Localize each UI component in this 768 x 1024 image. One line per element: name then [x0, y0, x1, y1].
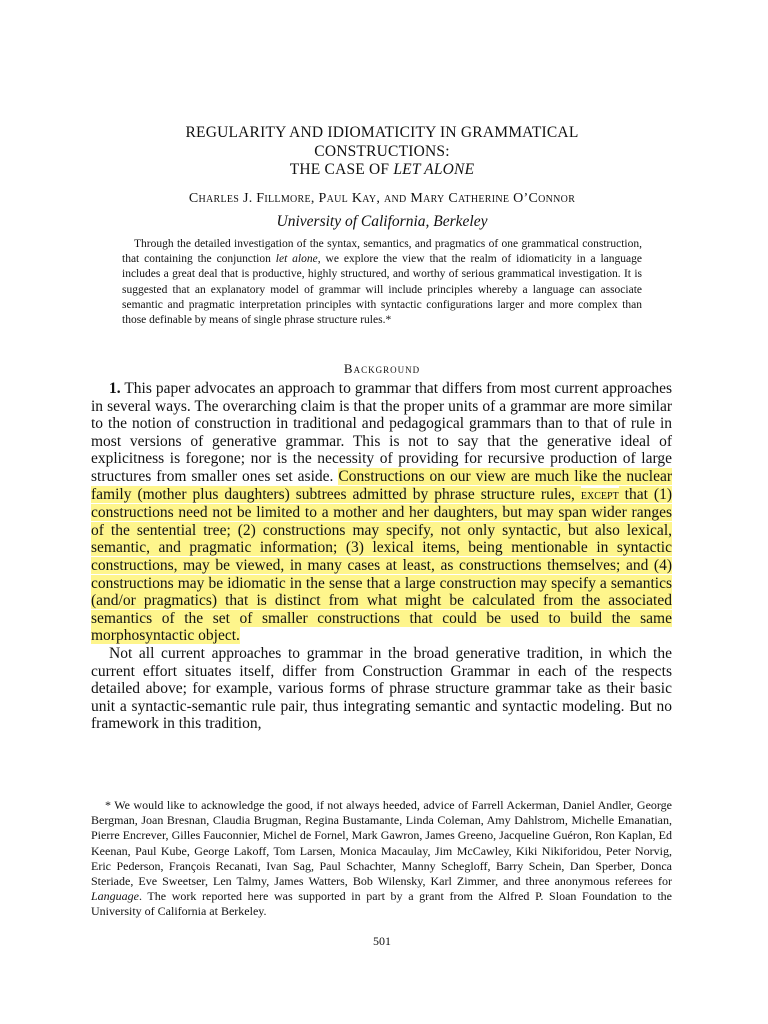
title-line-3-italic: LET ALONE — [393, 161, 475, 178]
title-line-2: CONSTRUCTIONS: — [314, 142, 450, 160]
paper-title — [90, 124, 674, 180]
section-heading: Background — [343, 361, 421, 376]
body-text — [91, 380, 672, 733]
affiliation: University of California, Berkeley — [276, 213, 488, 230]
footnote-part-2: . The work reported here was supported in part by a grant from the Alfred P. Sloan Foundation to the University of California at Berkeley. — [91, 889, 672, 919]
abstract-part-1: Through the detailed investigation of the syntax, semantics, and pragmatics of one grammatical construction, that containing the conjunction — [122, 238, 642, 266]
title-line-3 — [90, 161, 674, 180]
title-line-3-prefix: THE CASE OF — [289, 161, 394, 178]
paragraph-1 — [91, 380, 672, 645]
highlighted-except: except — [580, 487, 619, 503]
title-line-1: REGULARITY AND IDIOMATICITY IN GRAMMATICAL — [185, 124, 579, 141]
highlighted-text-a: Constructions on our view are much like the nuclear family (mother plus daughters) subtrees admitted by phrase structure rules, — [91, 467, 672, 503]
page-number: 501 — [373, 934, 391, 948]
abstract — [122, 237, 642, 328]
abstract-part-2: , we explore the view that the realm of idiomaticity in a language includes a great deal that is productive, highly structured, and worthy of serious grammatical investigation. It is suggested that an explanatory model of grammar will include principles whereby a language can associate semantic and pragmatic interpretation principles with syntactic configurations larger and more complex than those definable by means of single phrase structure rules.* — [122, 253, 642, 327]
paragraph-1-text: This paper advocates an approach to grammar that differs from most current approaches in several ways. The overarching claim is that the proper units of a grammar are more similar to the notion of construction in traditional and pedagogical grammars than to that of rule in most versions of generative grammar. This is not to say that the generative ideal of explicitness is foregone; nor is the necessity of providing for recursive production of large structures from smaller ones set aside. — [91, 380, 672, 485]
footnote — [91, 798, 672, 920]
footnote-part-1: * We would like to acknowledge the good, if not always heeded, advice of Farrell Ackerman, Daniel Andler, George Bergman, Joan Bresnan, Claudia Brugman, Regina Bustamante, Linda Coleman, Amy Dahlstrom, Michelle Emanatian, Pierre Encrever, Gilles Fauconnier, Michel de Fornel, Mark Gawron, James Greeno, Jacqueline Guéron, Ron Kaplan, Ed Keenan, Paul Kube, George Lakoff, Tom Larsen, Monica Macaulay, Jim McCawley, Kiki Nikiforidou, Peter Norvig, Eric Pederson, François Recanati, Ivan Sag, Paul Schachter, Manny Schegloff, Barry Schein, Dan Sperber, Donca Steriade, Eve Sweetser, Len Talmy, James Watters, Bob Wilensky, Karl Zimmer, and three anonymous referees for — [91, 798, 672, 889]
paragraph-2: Not all current approaches to grammar in the broad generative tradition, in which the current effort situates itself, differ from Construction Grammar in each of the respects detailed above; for example, various forms of phrase structure grammar take as their basic unit a syntactic-semantic rule pair, thus integrating semantic and syntactic modeling. But no framework in this tradition, — [91, 644, 672, 733]
author-list: Charles J. Fillmore, Paul Kay, and Mary Catherine O’Connor — [188, 191, 576, 206]
highlighted-text-b: that (1) constructions need not be limited to a mother and her daughters, but may span wider ranges of the sentential tree; (2) constructions may specify, not only syntactic, but also lexical, semantic, and pragmatic information; (3) lexical items, being mentionable in syntactic constructions, may be viewed, in many cases at least, as constructions themselves; and (4) constructions may be idiomatic in the sense that a large construction may specify a semantics (and/or pragmatics) that is distinct from what might be calculated from the associated semantics of the set of smaller constructions that could be used to build the same morphosyntactic object. — [91, 485, 672, 645]
section-number: 1. — [109, 380, 121, 397]
abstract-italic: let alone — [275, 253, 318, 266]
footnote-italic: Language — [91, 889, 139, 904]
